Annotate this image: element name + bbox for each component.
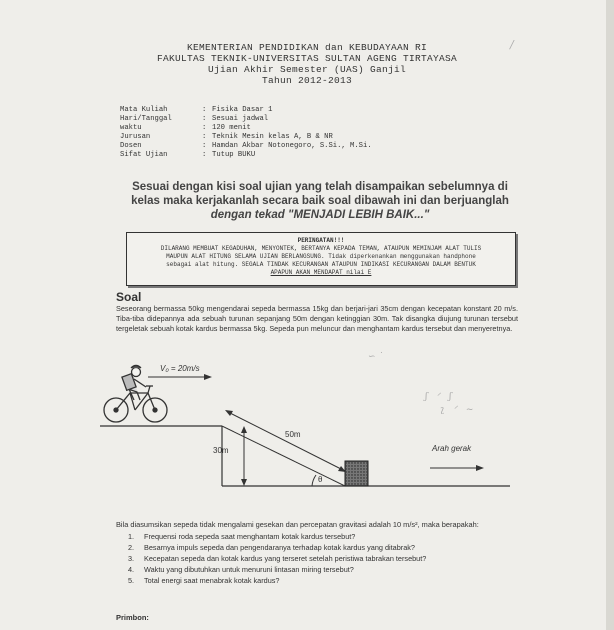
- info-value: Teknik Mesin kelas A, B & NR: [212, 133, 333, 141]
- info-label: Jurusan: [120, 133, 151, 141]
- warning-line: sebagai alat hitung. SEGALA TINDAK KECURANGAN ATAUPUN INDIKASI KECURANGAN DALAM BENTUK: [166, 261, 476, 268]
- slope-length-label: 50m: [285, 430, 301, 439]
- warning-line: DILARANG MEMBUAT KEGADUHAN, MENYONTEK, BERTANYA KEPADA TEMAN, ATAUPUN MEMINJAM ALAT TULIS: [160, 245, 482, 252]
- question-item: 4. Waktu yang dibutuhkan untuk menuruni lintasan miring tersebut?: [128, 565, 354, 574]
- questions-intro: Bila diasumsikan sepeda tidak mengalami gesekan dan percepatan gravitasi adalah 10 m/s², maka berapakah:: [116, 520, 479, 529]
- velocity-arrow-head: [204, 374, 212, 380]
- height-label: 30m: [213, 446, 229, 455]
- info-value: Hamdan Akbar Notonegoro, S.Si., M.Si.: [212, 142, 372, 150]
- info-row: Dosen : Hamdan Akbar Notonegoro, S.Si., M.Si.: [120, 142, 372, 150]
- header-exam-title: Ujian Akhir Semester (UAS) Ganjil: [207, 64, 407, 75]
- slope-arrow-head: [225, 410, 233, 416]
- info-row: waktu : 120 menit: [120, 124, 251, 132]
- bicycle-rider-icon: [104, 366, 167, 423]
- info-value: Tutup BUKU: [212, 151, 256, 159]
- warning-line: APAPUN AKAN MENDAPAT nilai E: [270, 269, 372, 276]
- primbon-label: Primbon:: [116, 613, 149, 622]
- info-label: Sifat Ujian: [120, 151, 168, 159]
- questions-list: [128, 531, 426, 586]
- angle-label: θ: [318, 475, 323, 484]
- info-row: Hari/Tanggal : Sesuai jadwal: [120, 115, 269, 123]
- motto-line: kelas maka kerjakanlah secara baik soal dibawah ini dan berjuanglah: [131, 195, 509, 207]
- direction-arrow-head: [476, 465, 484, 471]
- soal-title: Soal: [116, 290, 142, 304]
- pencil-mark: /: [510, 38, 514, 51]
- info-row: Sifat Ujian : Tutup BUKU: [120, 151, 256, 159]
- info-value: 120 menit: [212, 124, 251, 132]
- info-label: Mata Kuliah: [120, 106, 168, 114]
- warning-line: MAUPUN ALAT HITUNG SELAMA UJIAN BERLANGSUNG. Tidak diperkenankan menggunakan handphone: [166, 253, 476, 260]
- slope-line: [222, 426, 345, 486]
- soal-text: Seseorang bermassa 50kg mengendarai sepeda bermassa 15kg dan berjari-jari 35cm dengan kecepatan konstant 20 m/s. Tiba-tiba didepannya ada sebuah turunan sepanjang 50m dengan ketinggian 30m. Tak disangka diujung turunan tersebut tergeletak sebuah kotak kardus bermassa 5kg. Sepeda pun meluncur dan menghantam kardus tersebut dan menyeretnya.: [116, 304, 518, 333]
- info-row: Mata Kuliah : Fisika Dasar 1: [120, 106, 273, 114]
- slope-arrow: [228, 412, 343, 470]
- info-value: Sesuai jadwal: [212, 115, 269, 123]
- height-arrow-head-top: [241, 426, 247, 433]
- info-value: Fisika Dasar 1: [212, 106, 273, 114]
- info-label: waktu: [120, 124, 142, 132]
- box-texture: [346, 462, 367, 485]
- question-item: 1. Frequensi roda sepeda saat menghantam kotak kardus tersebut?: [128, 532, 356, 541]
- motto-line: Sesuai dengan kisi soal ujian yang telah disampaikan sebelumnya di: [132, 181, 508, 193]
- pencil-mark: ʅ ᐟ ~: [440, 405, 477, 415]
- height-arrow-head-bottom: [241, 479, 247, 486]
- rider-head: [132, 368, 141, 377]
- info-row: Jurusan : Teknik Mesin kelas A, B & NR: [120, 133, 333, 141]
- question-item: 3. Kecepatan sepeda dan kotak kardus yang terseret setelah peristiwa tabrakan tersebut?: [128, 554, 427, 563]
- question-item: 2. Besarnya impuls sepeda dan pengendaranya terhadap kotak kardus yang ditabrak?: [128, 543, 415, 552]
- warning-title: PERINGATAN!!!: [297, 237, 345, 244]
- info-label: Dosen: [120, 142, 142, 150]
- header-faculty: FAKULTAS TEKNIK-UNIVERSITAS SULTAN AGENG TIRTAYASA: [156, 53, 458, 64]
- pencil-mark: ʃ ᐟ ʃ: [425, 392, 455, 402]
- question-item: 5. Total energi saat menabrak kotak kardus?: [128, 576, 280, 585]
- info-label: Hari/Tanggal: [120, 115, 172, 123]
- header-ministry: KEMENTERIAN PENDIDIKAN dan KEBUDAYAAN RI: [186, 42, 428, 53]
- header-year: Tahun 2012-2013: [261, 75, 352, 86]
- motto-line: dengan tekad "MENJADI LEBIH BAIK...": [210, 209, 430, 221]
- direction-label: Arah gerak: [432, 444, 472, 453]
- pencil-mark: ∽ ˙: [368, 352, 383, 362]
- velocity-label: V₀ = 20m/s: [160, 364, 200, 373]
- angle-arc: [312, 475, 316, 486]
